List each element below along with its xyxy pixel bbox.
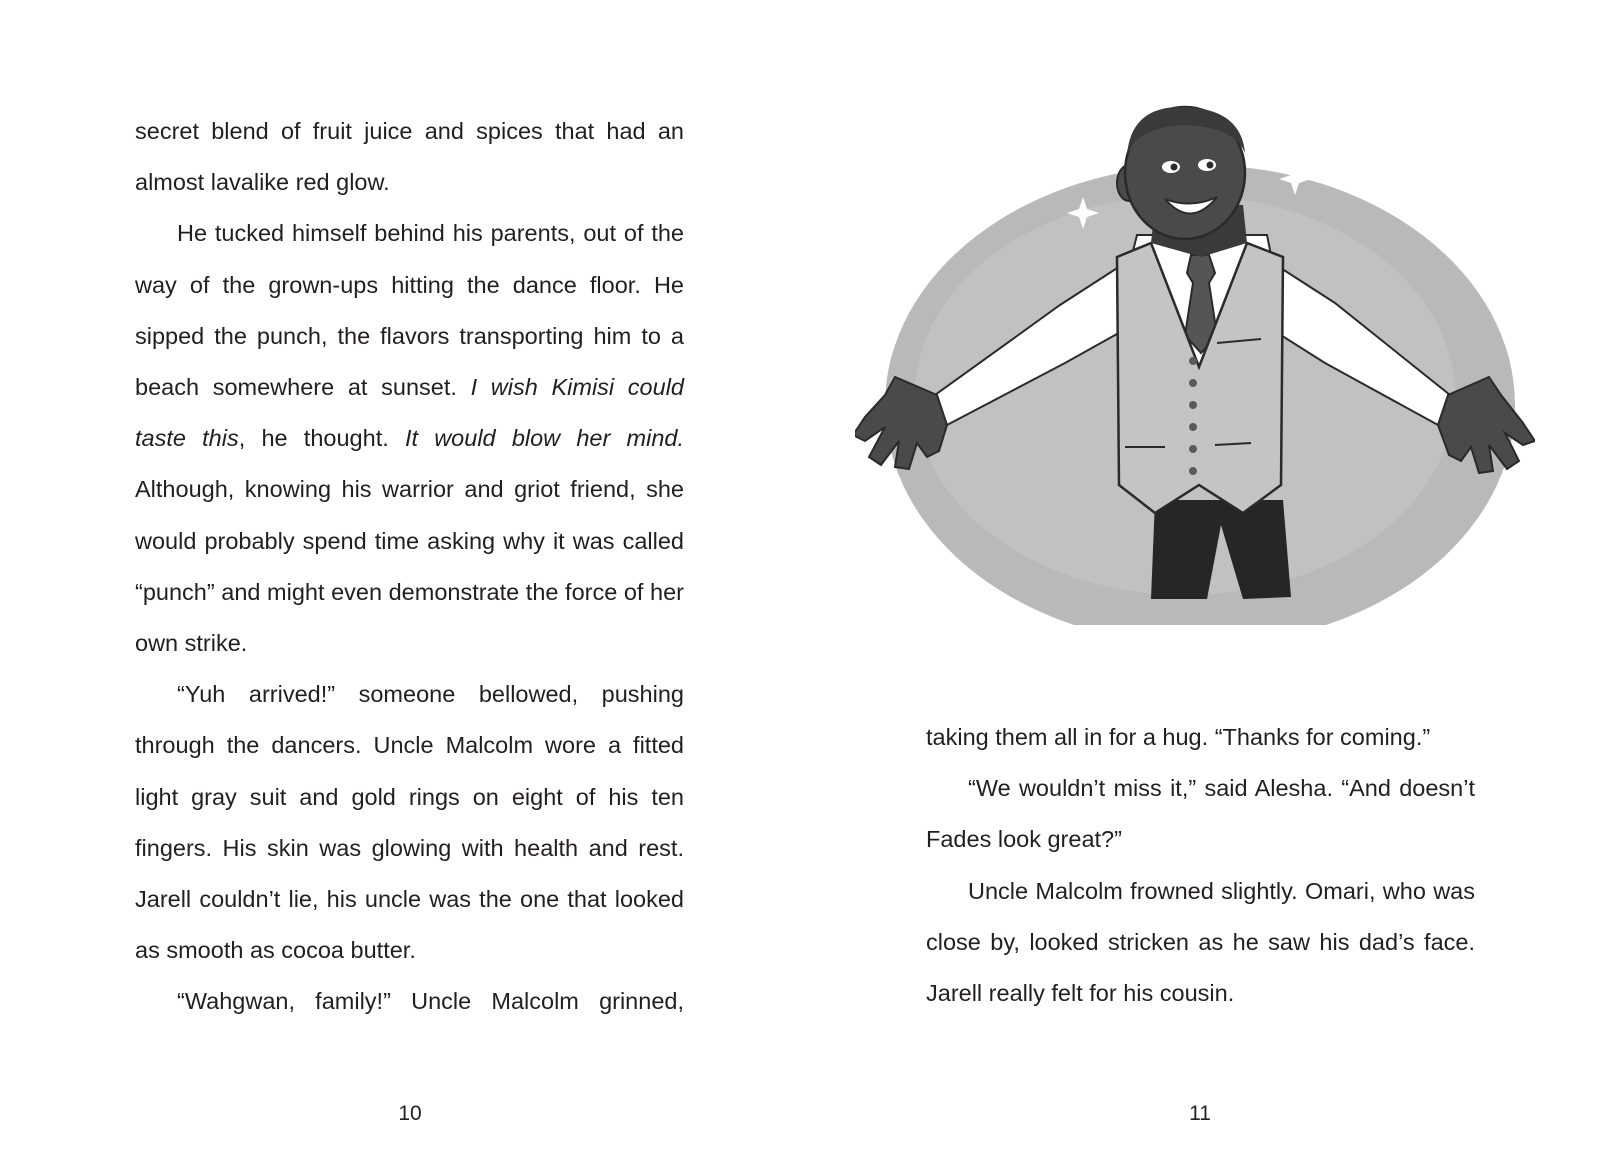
pupil xyxy=(1207,162,1214,169)
vest-button xyxy=(1189,357,1197,365)
text-run: , he thought. xyxy=(238,425,405,452)
vest-button xyxy=(1189,467,1197,475)
vest-button xyxy=(1189,379,1197,387)
paragraph xyxy=(135,669,684,976)
text-run: secret blend of fruit juice and spices that had an almost lavalike red glow. xyxy=(135,118,684,196)
paragraph xyxy=(926,712,1475,763)
left-page-text xyxy=(135,106,684,1028)
uncle-malcolm-illustration xyxy=(855,105,1535,625)
text-run: “We wouldn’t miss it,” said Alesha. “And doesn’t Fades look great?” xyxy=(926,775,1475,853)
paragraph xyxy=(926,763,1475,865)
pupil xyxy=(1171,164,1178,171)
vest-button xyxy=(1189,423,1197,431)
vest-button xyxy=(1189,445,1197,453)
text-run: He tucked himself behind his parents, out of the way of the grown-ups hitting the dance floor. He sipped the punch, the flavors transporting him to a beach somewhere at sunset. xyxy=(135,220,684,401)
text-run: taking them all in for a hug. “Thanks for coming.” xyxy=(926,724,1431,750)
right-page xyxy=(800,0,1600,1162)
italic-thought: I wish Kimisi could taste this xyxy=(135,374,684,452)
italic-thought: It would blow her mind. xyxy=(404,425,684,452)
text-run: Uncle Malcolm frowned slightly. Omari, who was close by, looked stricken as he saw his dad’s face. Jarell really felt for his cousin. xyxy=(926,877,1475,1007)
paragraph xyxy=(135,208,684,669)
page-number: 10 xyxy=(398,1102,422,1125)
paragraph xyxy=(926,866,1475,1020)
text-run: Although, knowing his warrior and griot friend, she would probably spend time asking why it was called “punch” and might even demonstrate the force of her own strike. xyxy=(135,476,684,657)
paragraph xyxy=(135,976,684,1027)
vest-button xyxy=(1189,401,1197,409)
text-run: “Wahgwan, family!” Uncle Malcolm grinned, xyxy=(177,988,684,1015)
text-run: “Yuh arrived!” someone bellowed, pushing through the dancers. Uncle Malcolm wore a fitted light gray suit and gold rings on eight of his ten fingers. His skin was glowing with health and rest. Jarell couldn’t lie, his uncle was the one that looked as smooth as cocoa butter. xyxy=(135,681,684,964)
right-page-text xyxy=(926,712,1475,1019)
paragraph xyxy=(135,106,684,208)
page-number: 11 xyxy=(1189,1102,1211,1125)
